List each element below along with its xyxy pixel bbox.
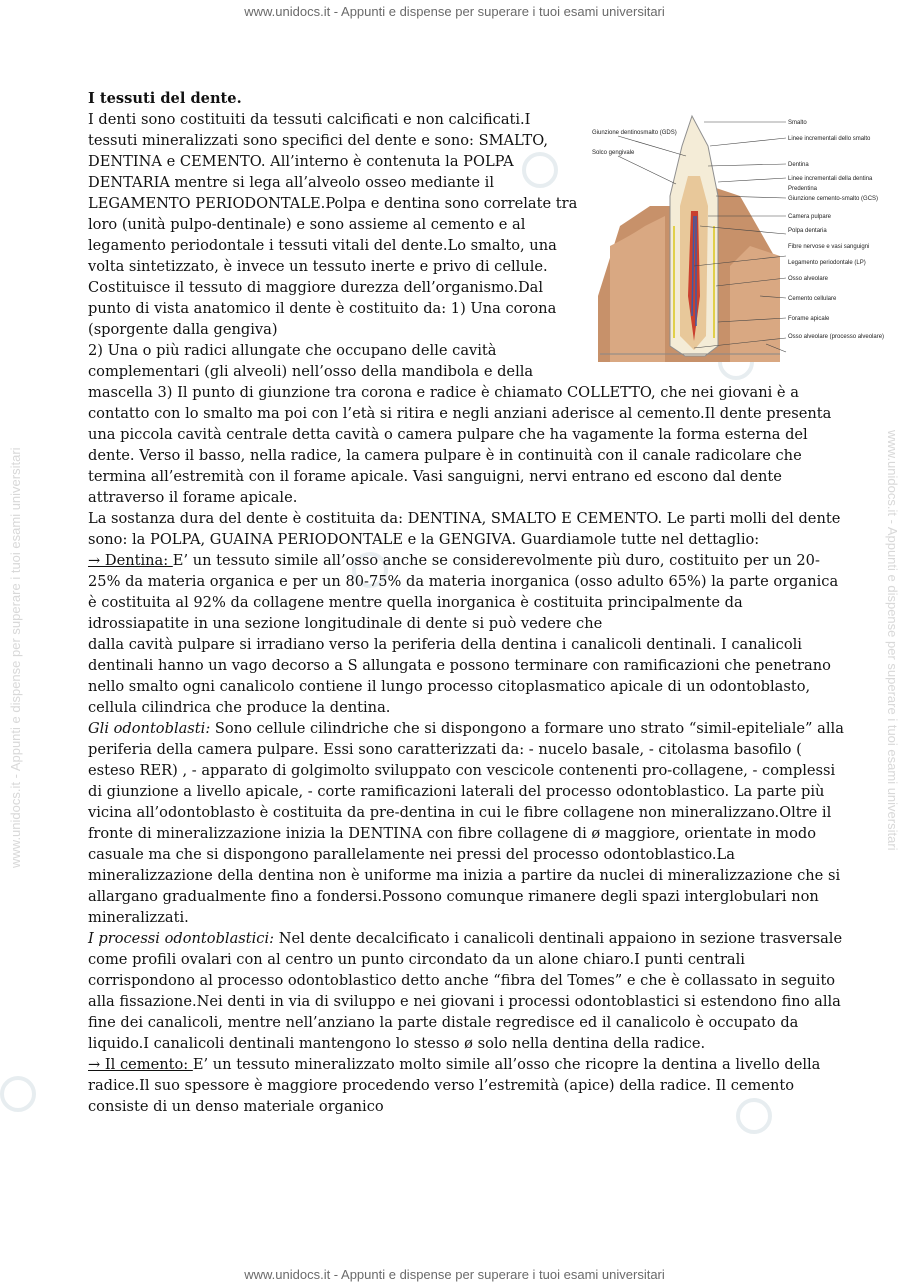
odontoblasti-text: Sono cellule cilindriche che si dispongono a formare uno strato “simil-epiteliale” alla periferia della camera pulpare. Essi sono caratterizzati da: - nucelo basale, - citolasma basofilo ( esteso RER) , - apparato di golgimolto sviluppato con vescicole contenenti pro-collagene, - complessi di giunzione a livello apicale, - corte ramificazioni laterali del processo odontoblastico. La parte più vicina all’odontoblasto è costituita da pre-dentina in cui le fibre collagene non mineralizzano.Oltre il fronte di mineralizzazione inizia la DENTINA con fibre collagene di ø maggiore, orientate in modo casuale ma che si dispongono parallelamente nei pressi del processo odontoblastico.La mineralizzazione della dentina non è uniforme ma inizia a partire da nuclei di mineralizzazione che si allargano gradualmente fino a fondersi.Possono comunque rimanere degli spazi interglobulari non mineralizzati. (88, 720, 844, 926)
odontoblasti-heading: Gli odontoblasti: (88, 720, 211, 737)
cemento-heading: → Il cemento: (88, 1056, 193, 1073)
paragraph-sostanza-dura: La sostanza dura del dente è costituita da: DENTINA, SMALTO E CEMENTO. Le parti molli del dente sono: la POLPA, GUAINA PERIODONTALE e la GENGIVA. Guardiamole tutte nel dettaglio: (88, 510, 841, 548)
paragraph-canalicoli: dalla cavità pulpare si irradiano verso la periferia della dentina i canalicoli dentinali. I canalicoli dentinali hanno un vago decorso a S allungata e possono terminare con ramificazioni che penetrano nello smalto ogni canalicolo contiene il lungo processo citoplasmatico apicale di un odontoblasto, cellula cilindrica che produce la dentina. (88, 636, 831, 716)
unidocs-logo-watermark-icon (0, 1076, 36, 1112)
figure-label-predentina: Predentina (788, 186, 818, 192)
paragraph-odontoblasti (88, 718, 848, 928)
document-body (88, 88, 885, 1117)
right-side-watermark: www.unidocs.it - Appunti e dispense per superare i tuoi esami universitari (885, 430, 900, 851)
figure-label-processo: Osso alveolare (processo alveolare) (788, 334, 885, 340)
figure-label-gcs: Giunzione cemento-smalto (GCS) (788, 196, 879, 202)
figure-label-linee-smalto: Linee incrementali dello smalto (788, 136, 871, 142)
paragraph-cemento (88, 1054, 848, 1117)
paragraph-radici: 2) Una o più radici allungate che occupano delle cavità complementari (gli alveoli) nell’osso della mandibola e della mascella 3) Il punto di giunzione tra corona e radice è chiamato COLLETTO, che nei giovani è a contatto con lo smalto ma poi con l’età si ritira e negli anziani aderisce al cemento.Il dente presenta una piccola cavità centrale detta cavità o camera pulpare che ha vagamente la forma esterna del dente. Verso il basso, nella radice, la camera pulpare è in continuità con il canale radicolare che termina all’estremità con il forame apicale. Vasi sanguigni, nervi entrano ed escono dal dente attraverso il forame apicale. (88, 342, 832, 506)
paragraph-processi (88, 928, 848, 1054)
left-side-watermark: www.unidocs.it - Appunti e dispense per superare i tuoi esami universitari (8, 447, 23, 868)
dentina-text: E’ un tessuto simile all’osso anche se considerevolmente più duro, costituito per un 20-25% da materia organica e per un 80-75% da materia inorganica (osso adulto 65%) la parte organica è costituita al 92% da collagene mentre quella inorganica è costituita principalmente da idrossiapatite in una sezione longitudinale di dente si può vedere che (88, 552, 839, 632)
figure-label-osso: Osso alveolare (788, 276, 829, 282)
figure-label-smalto: Smalto (788, 120, 807, 126)
figure-label-camera-pulpare: Camera pulpare (788, 214, 832, 220)
page-footer-watermark: www.unidocs.it - Appunti e dispense per superare i tuoi esami universitari (244, 1267, 665, 1282)
figure-label-gds: Giunzione dentinosmalto (GDS) (592, 130, 677, 136)
paragraph-intro: I denti sono costituiti da tessuti calcificati e non calcificati.I tessuti mineralizzati sono specifici del dente e sono: SMALTO, DENTINA e CEMENTO. All’interno è contenuta la POLPA DENTARIA mentre si lega all’alveolo osseo mediante il LEGAMENTO PERIODONTALE.Polpa e dentina sono correlate tra loro (unità pulpo-dentinale) e sono assieme al cemento e al legamento periodontale i tessuti vitali del dente.Lo smalto, una volta sintetizzato, è invece un tessuto inerte e privo di cellule. Costituisce il tessuto di maggiore durezza dell’organismo.Dal punto di vista anatomico il dente è costituito da: 1) Una corona (sporgente dalla gengiva) (88, 111, 578, 338)
figure-label-dentina: Dentina (788, 162, 809, 168)
processi-heading: I processi odontoblastici: (88, 930, 275, 947)
figure-label-cemento: Cemento cellulare (788, 296, 837, 302)
cemento-text: E’ un tessuto mineralizzato molto simile all’osso che ricopre la dentina a livello della radice.Il suo spessore è maggiore procedendo verso l’estremità (apice) della radice. Il cemento consiste di un denso materiale organico (88, 1056, 821, 1115)
figure-label-forame: Forame apicale (788, 316, 830, 322)
page-header-watermark: www.unidocs.it - Appunti e dispense per superare i tuoi esami universitari (244, 4, 665, 19)
figure-label-linee-dentina: Linee incrementali della dentina (788, 176, 873, 182)
figure-label-fibre: Fibre nervose e vasi sanguigni (788, 244, 870, 250)
figure-label-lp: Legamento periodontale (LP) (788, 260, 866, 266)
processi-text: Nel dente decalcificato i canalicoli dentinali appaiono in sezione trasversale come profili ovalari con al centro un punto circondato da un alone chiaro.I punti centrali corrispondono al processo odontoblastico detto anche “fibra del Tomes” e che è collassato in seguito alla fissazione.Nei denti in via di sviluppo e nei giovani i processi odontoblastici si estendono fino alla fine dei canalicoli, mentre nell’anziano la parte distale regredisce ed il canalicolo è occupato da liquido.I canalicoli dentinali mantengono lo stesso ø solo nella dentina della radice. (88, 930, 843, 1052)
document-title: I tessuti del dente. (88, 90, 242, 107)
figure-label-polpa: Polpa dentaria (788, 228, 827, 234)
figure-label-solco: Solco gengivale (592, 150, 635, 156)
paragraph-dentina (88, 550, 848, 634)
dentina-heading: → Dentina: (88, 552, 173, 569)
tooth-anatomy-figure (590, 116, 885, 362)
